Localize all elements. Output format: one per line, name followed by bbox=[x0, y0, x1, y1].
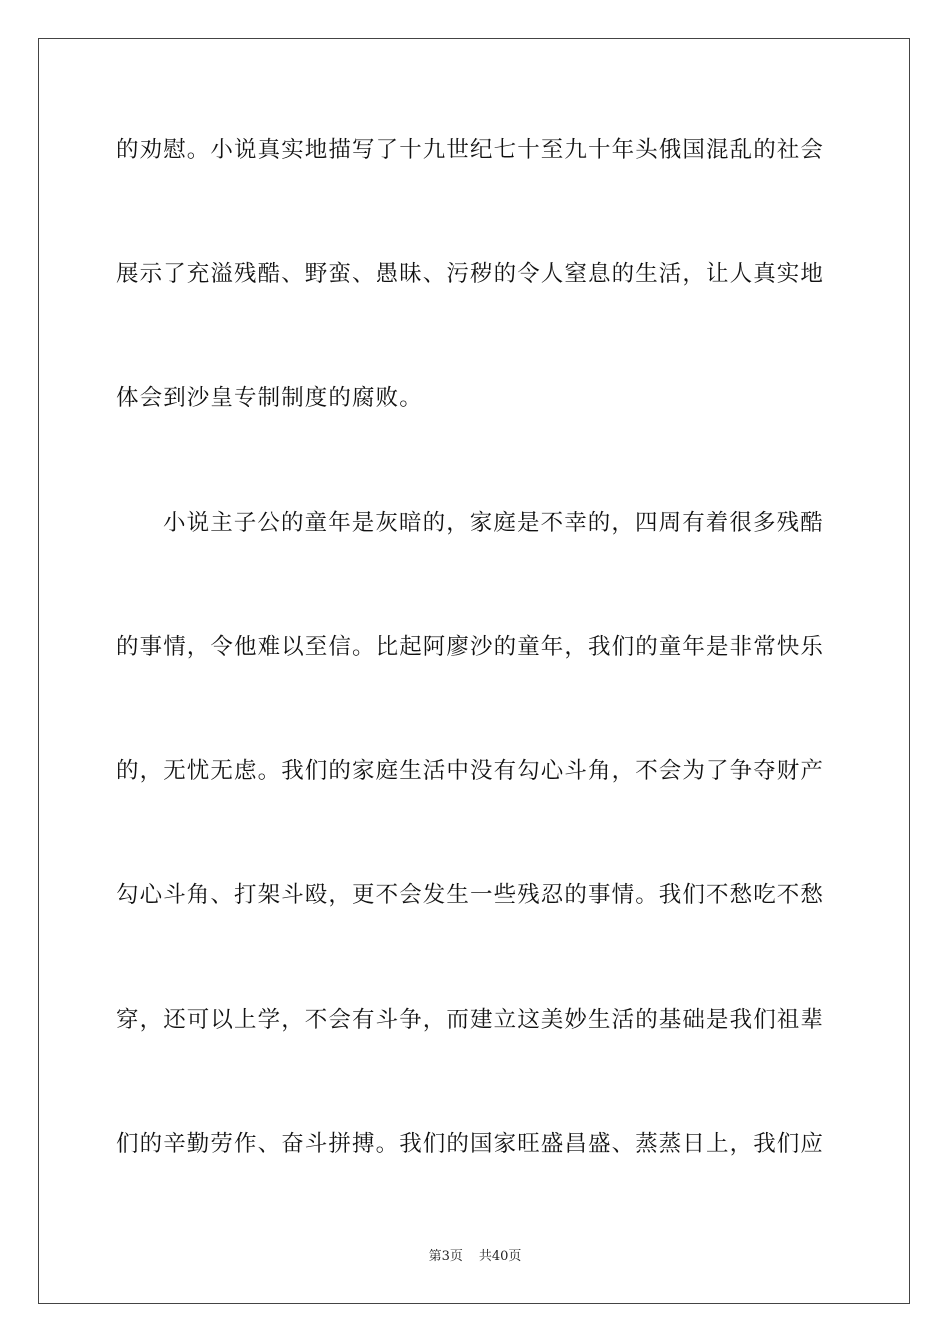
text-line: 的，无忧无虑。我们的家庭生活中没有勾心斗角，不会为了争夺财产 bbox=[116, 758, 825, 784]
text-line: 们的辛勤劳作、奋斗拼搏。我们的国家旺盛昌盛、蒸蒸日上，我们应 bbox=[116, 1131, 825, 1157]
text-line: 体会到沙皇专制制度的腐败。 bbox=[116, 385, 423, 411]
text-line: 展示了充溢残酷、野蛮、愚昧、污秽的令人窒息的生活，让人真实地 bbox=[116, 261, 825, 287]
text-line: 勾心斗角、打架斗殴，更不会发生一些残忍的事情。我们不愁吃不愁 bbox=[116, 882, 825, 908]
page-footer bbox=[0, 1248, 950, 1266]
page-number: 第3页 bbox=[428, 1249, 463, 1264]
text-line: 穿，还可以上学，不会有斗争，而建立这美妙生活的基础是我们祖辈 bbox=[116, 1007, 825, 1033]
page-border bbox=[38, 38, 910, 1304]
text-line: 的劝慰。小说真实地描写了十九世纪七十至九十年头俄国混乱的社会 bbox=[116, 137, 825, 163]
page-total: 共40页 bbox=[478, 1249, 522, 1264]
text-line: 的事情，令他难以至信。比起阿廖沙的童年，我们的童年是非常快乐 bbox=[116, 634, 825, 660]
paragraph-first-line: 小说主子公的童年是灰暗的，家庭是不幸的，四周有着很多残酷 bbox=[163, 510, 824, 536]
